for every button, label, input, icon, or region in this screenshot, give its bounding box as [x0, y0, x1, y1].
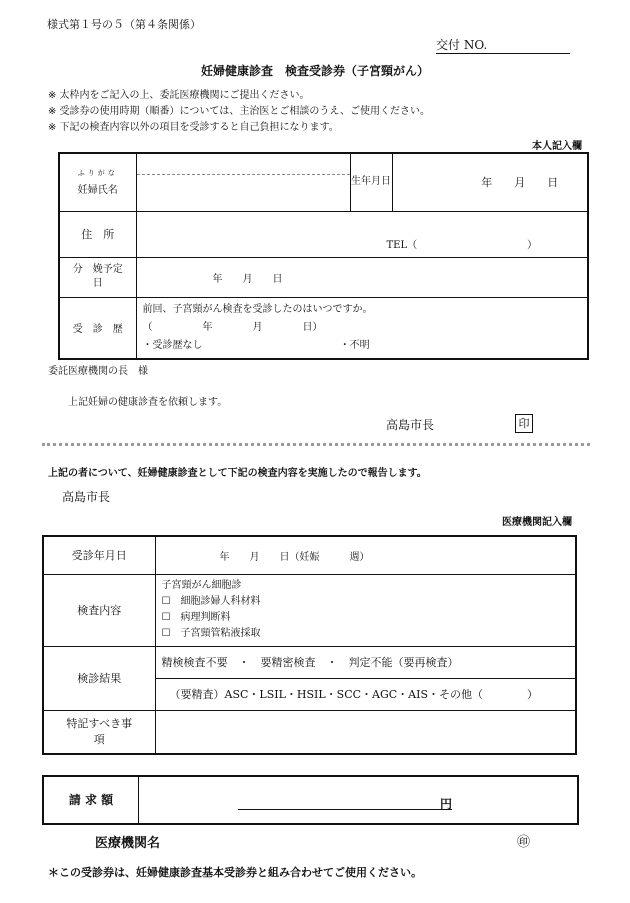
remarks-field[interactable] [155, 710, 576, 754]
history-label: 受 診 歴 [59, 297, 136, 359]
exam-item-cytology-checkbox[interactable]: ☐ 細胞診婦人科材料 [161, 596, 261, 607]
note-3: ※ 下記の検査内容以外の項目を受診すると自己負担になります。 [48, 122, 339, 133]
billing-box [42, 775, 579, 825]
billing-label: 請 求 額 [44, 777, 139, 823]
exam-title: 子宮頸がん細胞診 [161, 580, 242, 591]
result-label: 検診結果 [43, 646, 155, 710]
patient-form [58, 152, 589, 360]
notes [48, 88, 430, 136]
address-field[interactable] [136, 211, 588, 257]
institution-section-label: 医療機関記入欄 [502, 517, 572, 528]
exam-item-pathology-checkbox[interactable]: ☐ 病理判断料 [161, 612, 231, 623]
visit-date-value[interactable]: 年 月 日（妊娠 週） [155, 536, 576, 574]
history-date[interactable]: （ 年 月 日） [142, 321, 323, 333]
name-label: 妊婦氏名 [77, 185, 118, 197]
remarks-label: 特記すべき事 項 [43, 710, 155, 754]
history-option-none[interactable]: ・受診歴なし [142, 339, 203, 351]
cut-line-divider [42, 443, 590, 446]
mayor-seal: 印 [515, 414, 533, 433]
form-title: 妊婦健康診査 検査受診券（子宮頸がん） [200, 64, 429, 78]
due-date-value[interactable]: 年 月 日 [136, 257, 588, 297]
exam-item-mucus-checkbox[interactable]: ☐ 子宮頸管粘液採取 [161, 628, 261, 639]
request-mayor: 高島市長 [386, 418, 435, 432]
issue-number-label: 交付 NO. [436, 36, 570, 54]
due-date-label: 分 娩予定日 [59, 257, 136, 297]
institution-seal: ㊞ [517, 835, 531, 850]
patient-section-label: 本人記入欄 [532, 141, 582, 152]
note-2: ※ 受診券の使用時期（順番）については、主治医とご相談のうえ、ご使用ください。 [48, 106, 430, 117]
exam-label: 検査内容 [43, 574, 155, 646]
exam-items-cell [155, 574, 576, 646]
exam-report-form [42, 535, 577, 755]
address-label: 住 所 [59, 211, 136, 257]
name-ruby: ふりがな [77, 169, 118, 178]
request-addressee: 委託医療機関の長 様 [48, 366, 148, 377]
institution-name-label: 医療機関名 [95, 836, 161, 851]
result-options[interactable]: 精検検査不要 ・ 要精密検査 ・ 判定不能（要再検査） [155, 646, 576, 678]
history-field[interactable] [136, 297, 588, 359]
name-label-cell [59, 153, 136, 211]
history-question: 前回、子宮頸がん検査を受診したのはいつですか。 [142, 303, 373, 315]
result-detail[interactable]: （要精査）ASC・LSIL・HSIL・SCC・AGC・AIS・その他（ ） [155, 678, 576, 710]
tel-label: TEL（ ） [386, 239, 538, 251]
visit-date-label: 受診年月日 [43, 536, 155, 574]
billing-amount-field[interactable] [238, 795, 452, 810]
note-1: ※ 太枠内をご記入の上、委託医療機関にご提出ください。 [48, 90, 310, 101]
dob-value[interactable]: 年 月 日 [392, 153, 588, 211]
request-message: 上記妊婦の健康診査を依頼します。 [68, 397, 228, 408]
history-option-unknown[interactable]: ・不明 [339, 339, 370, 351]
form-number: 様式第１号の５（第４条関係） [47, 18, 201, 31]
report-intro: 上記の者について、妊婦健康診査として下記の検査内容を実施したので報告します。 [48, 468, 427, 479]
yen-label: 円 [439, 797, 452, 811]
name-ruby-line[interactable] [137, 154, 350, 175]
dob-label: 生年月日 [350, 153, 392, 211]
footer-note: ＊この受診券は、妊婦健康診査基本受診券と組み合わせてご使用ください。 [48, 866, 422, 879]
name-input-cell[interactable] [136, 153, 350, 211]
report-addressee: 高島市長 [62, 490, 111, 504]
